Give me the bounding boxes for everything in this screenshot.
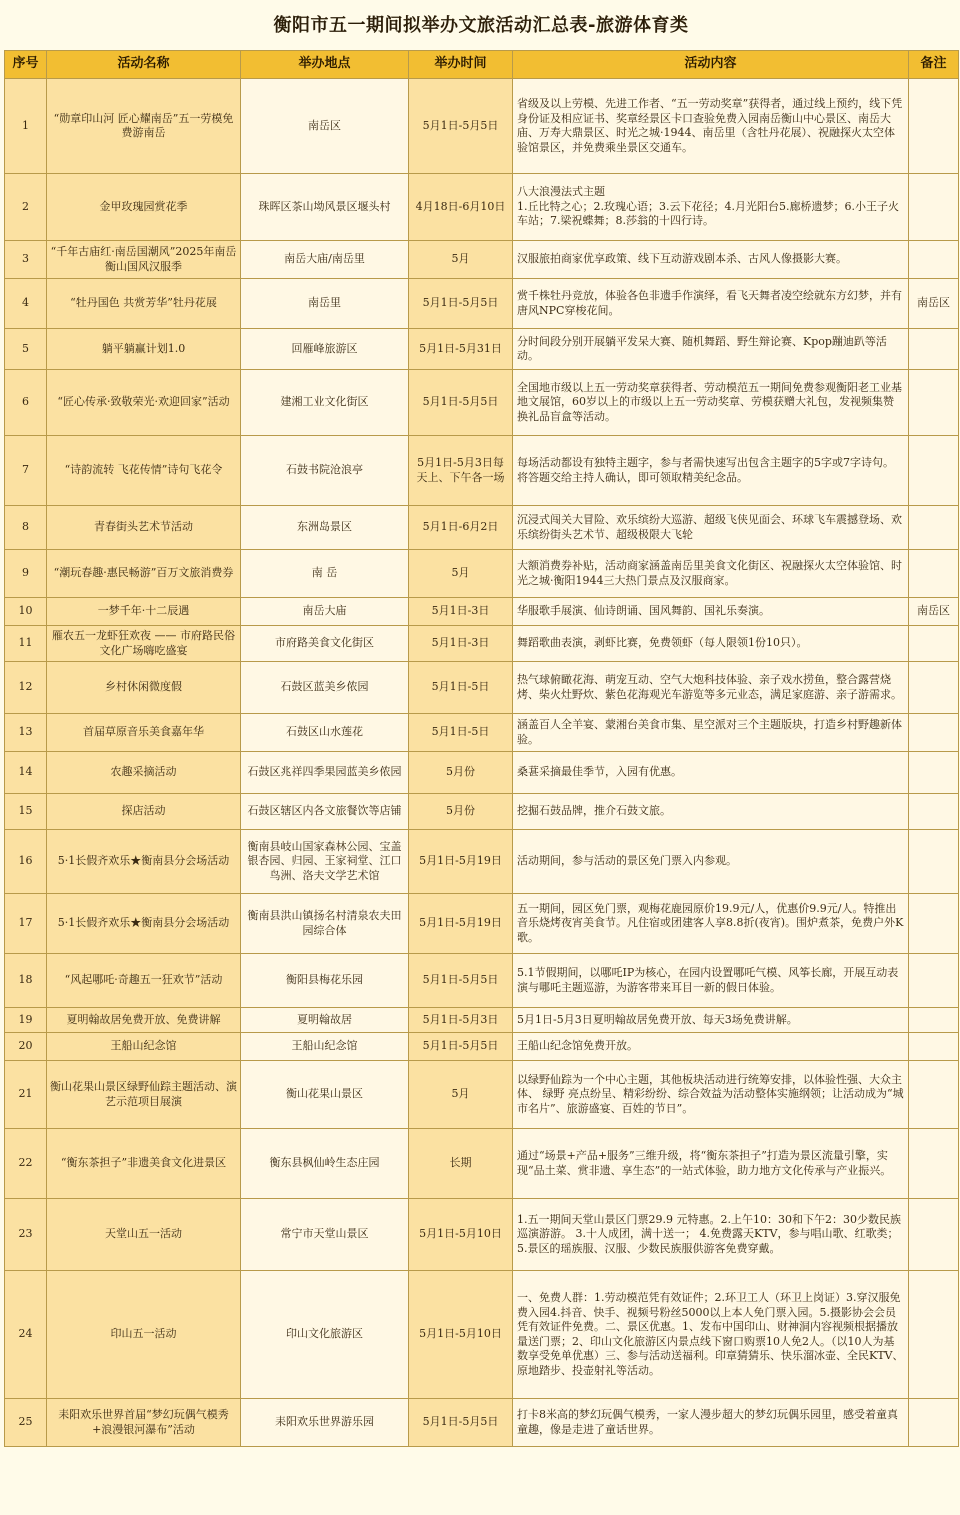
cell-place: 建湘工业文化街区 bbox=[241, 370, 409, 436]
cell-name: 首届草原音乐美食嘉年华 bbox=[47, 714, 241, 752]
table-row bbox=[5, 752, 959, 794]
cell-place: 石鼓书院沧浪亭 bbox=[241, 436, 409, 506]
cell-time: 5月1日-5日 bbox=[409, 714, 513, 752]
cell-desc: 5.1节假期间，以哪吒IP为核心，在园内设置哪吒气模、风筝长廊，开展互动表演与哪吒主题巡游，为游客带来耳目一新的假日体验。 bbox=[513, 954, 909, 1008]
cell-place: 回雁峰旅游区 bbox=[241, 329, 409, 370]
cell-note bbox=[909, 329, 959, 370]
table-row bbox=[5, 714, 959, 752]
cell-note bbox=[909, 1271, 959, 1399]
cell-desc: 每场活动都设有独特主题字，参与者需快速写出包含主题字的5字或7字诗句。将答题交给主持人确认，即可领取精美纪念品。 bbox=[513, 436, 909, 506]
cell-place: 印山文化旅游区 bbox=[241, 1271, 409, 1399]
cell-time: 5月1日-5月5日 bbox=[409, 79, 513, 174]
cell-note bbox=[909, 662, 959, 714]
table-row bbox=[5, 370, 959, 436]
cell-place: 南岳区 bbox=[241, 79, 409, 174]
cell-place: 衡南县洪山镇扬名村清泉农夫田园综合体 bbox=[241, 894, 409, 954]
cell-note bbox=[909, 1129, 959, 1199]
cell-time: 5月1日-5月31日 bbox=[409, 329, 513, 370]
cell-name: 夏明翰故居免费开放、免费讲解 bbox=[47, 1008, 241, 1033]
cell-desc: 省级及以上劳模、先进工作者、“五一劳动奖章”获得者，通过线上预约，线下凭身份证及相应证书、奖章经景区卡口查验免费入园南岳衡山中心景区、南岳大庙、万寿大鼎景区、时光之城·1944、南岳里（含牡丹花展）、祝融探火太空体验馆景区，并免费乘坐景区交通车。 bbox=[513, 79, 909, 174]
cell-note bbox=[909, 79, 959, 174]
cell-seq: 4 bbox=[5, 279, 47, 329]
cell-seq: 7 bbox=[5, 436, 47, 506]
cell-seq: 6 bbox=[5, 370, 47, 436]
cell-note bbox=[909, 506, 959, 550]
table-row bbox=[5, 1271, 959, 1399]
cell-name: 5·1长假齐欢乐★衡南县分会场活动 bbox=[47, 894, 241, 954]
cell-desc: 大额消费券补贴，活动商家涵盖南岳里美食文化街区、祝融探火太空体验馆、时光之城·衡阳1944三大热门景点及汉服商家。 bbox=[513, 550, 909, 598]
cell-note: 南岳区 bbox=[909, 598, 959, 626]
header-time: 举办时间 bbox=[409, 51, 513, 79]
cell-seq: 13 bbox=[5, 714, 47, 752]
cell-place: 石鼓区蓝美乡侬园 bbox=[241, 662, 409, 714]
cell-place: 衡阳县梅花乐园 bbox=[241, 954, 409, 1008]
cell-desc: 活动期间，参与活动的景区免门票入内参观。 bbox=[513, 830, 909, 894]
cell-note bbox=[909, 1008, 959, 1033]
cell-seq: 16 bbox=[5, 830, 47, 894]
cell-seq: 9 bbox=[5, 550, 47, 598]
cell-note: 南岳区 bbox=[909, 279, 959, 329]
cell-seq: 2 bbox=[5, 174, 47, 241]
cell-time: 5月1日-6月2日 bbox=[409, 506, 513, 550]
cell-place: 石鼓区兆祥四季果园蓝美乡侬园 bbox=[241, 752, 409, 794]
cell-name: 探店活动 bbox=[47, 794, 241, 830]
cell-seq: 14 bbox=[5, 752, 47, 794]
cell-name: “匠心传承·致敬荣光·欢迎回家”活动 bbox=[47, 370, 241, 436]
table-header-row bbox=[5, 51, 959, 79]
cell-place: 南 岳 bbox=[241, 550, 409, 598]
header-note: 备注 bbox=[909, 51, 959, 79]
cell-name: “诗韵流转 飞花传情”诗句飞花令 bbox=[47, 436, 241, 506]
cell-name: “潮玩春趣·惠民畅游”百万文旅消费券 bbox=[47, 550, 241, 598]
cell-note bbox=[909, 752, 959, 794]
table-row bbox=[5, 662, 959, 714]
cell-place: 耒阳欢乐世界游乐园 bbox=[241, 1399, 409, 1447]
cell-desc: 华服歌手展演、仙诗朗诵、国风舞韵、国礼乐奏演。 bbox=[513, 598, 909, 626]
table-row bbox=[5, 1129, 959, 1199]
table-row bbox=[5, 550, 959, 598]
cell-name: “牡丹国色 共赏芳华”牡丹花展 bbox=[47, 279, 241, 329]
cell-desc: 挖掘石鼓品牌，推介石鼓文旅。 bbox=[513, 794, 909, 830]
header-desc: 活动内容 bbox=[513, 51, 909, 79]
cell-place: 夏明翰故居 bbox=[241, 1008, 409, 1033]
cell-name: 耒阳欢乐世界首届“梦幻玩偶气模秀+浪漫银河瀑布”活动 bbox=[47, 1399, 241, 1447]
cell-name: 躺平躺赢计划1.0 bbox=[47, 329, 241, 370]
cell-name: “衡东茶担子”非遗美食文化进景区 bbox=[47, 1129, 241, 1199]
cell-seq: 21 bbox=[5, 1061, 47, 1129]
cell-time: 5月 bbox=[409, 241, 513, 279]
cell-desc: 舞蹈歌曲表演，剥虾比赛，免费领虾（每人限领1份10只）。 bbox=[513, 626, 909, 662]
cell-desc: 汉服旅拍商家优享政策、线下互动游戏剧本杀、古风人像摄影大赛。 bbox=[513, 241, 909, 279]
cell-time: 5月1日-5月10日 bbox=[409, 1271, 513, 1399]
cell-note bbox=[909, 174, 959, 241]
table-row bbox=[5, 1399, 959, 1447]
cell-time: 5月1日-3日 bbox=[409, 626, 513, 662]
cell-desc: 全国地市级以上五一劳动奖章获得者、劳动模范五一期间免费参观衡阳老工业基地文展馆，60岁以上的市级以上五一劳动奖章、劳模获赠大礼包，发视频集赞换礼品盲盒等活动。 bbox=[513, 370, 909, 436]
cell-desc: 王船山纪念馆免费开放。 bbox=[513, 1033, 909, 1061]
cell-desc: 涵盖百人全羊宴、蒙湘台美食市集、星空派对三个主题版块，打造乡村野趣新体验。 bbox=[513, 714, 909, 752]
cell-seq: 1 bbox=[5, 79, 47, 174]
table-row bbox=[5, 598, 959, 626]
cell-desc: 分时间段分别开展躺平发呆大赛、随机舞蹈、野生辩论赛、Kpop蹦迪趴等活动。 bbox=[513, 329, 909, 370]
cell-desc: 打卡8米高的梦幻玩偶气模秀，一家人漫步超大的梦幻玩偶乐园里，感受着童真童趣，像是走进了童话世界。 bbox=[513, 1399, 909, 1447]
cell-place: 珠晖区茶山坳风景区堰头村 bbox=[241, 174, 409, 241]
cell-desc: 5月1日-5月3日夏明翰故居免费开放、每天3场免费讲解。 bbox=[513, 1008, 909, 1033]
cell-note bbox=[909, 436, 959, 506]
cell-seq: 22 bbox=[5, 1129, 47, 1199]
cell-place: 南岳大庙/南岳里 bbox=[241, 241, 409, 279]
table-row bbox=[5, 830, 959, 894]
cell-time: 5月1日-5月3日每天上、下午各一场 bbox=[409, 436, 513, 506]
cell-note bbox=[909, 1399, 959, 1447]
table-row bbox=[5, 79, 959, 174]
cell-desc: 1.五一期间天堂山景区门票29.9 元特惠。2.上午10：30和下午2：30少数民族巡演游游。 3.十人成团，满十送一； 4.免费露天KTV，参与唱山歌、红歌类； 5.景区的瑶族服、汉服、少数民族服供游客免费穿戴。 bbox=[513, 1199, 909, 1271]
cell-note bbox=[909, 894, 959, 954]
cell-place: 衡南县岐山国家森林公园、宝盖银杏园、归园、王家祠堂、江口鸟洲、洛夫文学艺术馆 bbox=[241, 830, 409, 894]
table-row bbox=[5, 241, 959, 279]
cell-time: 5月份 bbox=[409, 752, 513, 794]
cell-note bbox=[909, 794, 959, 830]
cell-seq: 15 bbox=[5, 794, 47, 830]
cell-desc: 一、免费人群：1.劳动模范凭有效证件；2.环卫工人（环卫上岗证）3.穿汉服免费入园4.抖音、快手、视频号粉丝5000以上本人免门票入园。5.摄影协会会员凭有效证件免费。二、景区优惠。1、发布中国印山、财神洞内容视频根据播放量送门票；2、印山文化旅游区内景点线下窗口购票10人免2人。（以10人为基数享受免单优惠）三、参与活动送福利。印章猜猜乐、快乐溜冰壶、全民KTV、原地踏步、投壶射礼等活动。 bbox=[513, 1271, 909, 1399]
cell-name: “千年古庙红·南岳国潮风”2025年南岳衡山国风汉服季 bbox=[47, 241, 241, 279]
table-row bbox=[5, 506, 959, 550]
cell-time: 5月1日-5月5日 bbox=[409, 279, 513, 329]
cell-place: 王船山纪念馆 bbox=[241, 1033, 409, 1061]
cell-place: 南岳里 bbox=[241, 279, 409, 329]
table-row bbox=[5, 329, 959, 370]
cell-note bbox=[909, 714, 959, 752]
cell-name: 雁农五一龙虾狂欢夜 —— 市府路民俗文化广场嗨吃盛宴 bbox=[47, 626, 241, 662]
cell-time: 5月1日-5月5日 bbox=[409, 954, 513, 1008]
table-row bbox=[5, 279, 959, 329]
cell-time: 5月1日-5月19日 bbox=[409, 830, 513, 894]
cell-time: 5月1日-5日 bbox=[409, 662, 513, 714]
cell-time: 5月1日-5月5日 bbox=[409, 370, 513, 436]
cell-time: 5月1日-3日 bbox=[409, 598, 513, 626]
activity-table bbox=[4, 50, 959, 1447]
header-seq: 序号 bbox=[5, 51, 47, 79]
cell-time: 5月 bbox=[409, 1061, 513, 1129]
cell-desc: 热气球俯瞰花海、萌宠互动、空气大炮科技体验、亲子戏水捞鱼，整合露营烧烤、柴火灶野炊、紫色花海观光车游览等多元业态，满足家庭游、亲子游需求。 bbox=[513, 662, 909, 714]
cell-seq: 11 bbox=[5, 626, 47, 662]
cell-place: 东洲岛景区 bbox=[241, 506, 409, 550]
cell-desc: 赏千株牡丹竞放，体验各色非遗手作演绎，看飞天舞者凌空绘就东方幻梦，并有唐风NPC穿梭花间。 bbox=[513, 279, 909, 329]
cell-seq: 19 bbox=[5, 1008, 47, 1033]
cell-desc: 五一期间，园区免门票，观梅花鹿园原价19.9元/人，优惠价9.9元/人。特推出音乐烧烤夜宵美食节。凡住宿或团建客人享8.8折(夜宵)。围炉煮茶，免费户外K歌。 bbox=[513, 894, 909, 954]
table-row bbox=[5, 1199, 959, 1271]
cell-name: 一梦千年·十二辰遇 bbox=[47, 598, 241, 626]
cell-place: 南岳大庙 bbox=[241, 598, 409, 626]
header-name: 活动名称 bbox=[47, 51, 241, 79]
table-row bbox=[5, 436, 959, 506]
cell-desc: 八大浪漫法式主题 1.丘比特之心；2.玫瑰心语；3.云下花径；4.月光阳台5.廊桥遗梦；6.小王子火车站；7.梁祝蝶舞；8.莎翁的十四行诗。 bbox=[513, 174, 909, 241]
page-title: 衡阳市五一期间拟举办文旅活动汇总表-旅游体育类 bbox=[273, 15, 689, 36]
cell-place: 常宁市天堂山景区 bbox=[241, 1199, 409, 1271]
cell-time: 长期 bbox=[409, 1129, 513, 1199]
table-row bbox=[5, 1061, 959, 1129]
table-row bbox=[5, 1033, 959, 1061]
table-row bbox=[5, 174, 959, 241]
cell-seq: 20 bbox=[5, 1033, 47, 1061]
cell-time: 5月1日-5月5日 bbox=[409, 1033, 513, 1061]
cell-name: 印山五一活动 bbox=[47, 1271, 241, 1399]
cell-name: 金甲玫瑰园赏花季 bbox=[47, 174, 241, 241]
cell-time: 5月1日-5月10日 bbox=[409, 1199, 513, 1271]
cell-name: “风起哪吒·奇趣五一狂欢节”活动 bbox=[47, 954, 241, 1008]
cell-name: 天堂山五一活动 bbox=[47, 1199, 241, 1271]
cell-name: 王船山纪念馆 bbox=[47, 1033, 241, 1061]
header-place: 举办地点 bbox=[241, 51, 409, 79]
cell-time: 5月 bbox=[409, 550, 513, 598]
cell-desc: 桑葚采摘最佳季节，入园有优惠。 bbox=[513, 752, 909, 794]
cell-seq: 12 bbox=[5, 662, 47, 714]
cell-seq: 23 bbox=[5, 1199, 47, 1271]
cell-desc: 以绿野仙踪为一个中心主题，其他板块活动进行统筹安排，以体验性强、大众主体、 绿野 亮点纷呈、精彩纷纷、综合效益为活动整体实施纲领；让活动成为“城市名片”、旅游盛宴、百姓的节日”。 bbox=[513, 1061, 909, 1129]
cell-name: 5·1长假齐欢乐★衡南县分会场活动 bbox=[47, 830, 241, 894]
cell-note bbox=[909, 241, 959, 279]
cell-seq: 8 bbox=[5, 506, 47, 550]
cell-seq: 10 bbox=[5, 598, 47, 626]
cell-place: 衡东县枫仙岭生态庄园 bbox=[241, 1129, 409, 1199]
cell-time: 4月18日-6月10日 bbox=[409, 174, 513, 241]
table-row bbox=[5, 1008, 959, 1033]
cell-note bbox=[909, 550, 959, 598]
cell-name: 青春街头艺术节活动 bbox=[47, 506, 241, 550]
cell-place: 石鼓区山水莲花 bbox=[241, 714, 409, 752]
cell-note bbox=[909, 1199, 959, 1271]
table-row bbox=[5, 626, 959, 662]
cell-note bbox=[909, 370, 959, 436]
cell-desc: 通过“场景+产品+服务”三维升级，将“衡东茶担子”打造为景区流量引擎，实现“品土菜、赏非遗、享生态”的一站式体验，助力地方文化传承与产业振兴。 bbox=[513, 1129, 909, 1199]
table-row bbox=[5, 794, 959, 830]
cell-name: 农趣采摘活动 bbox=[47, 752, 241, 794]
table-row bbox=[5, 894, 959, 954]
cell-place: 衡山花果山景区 bbox=[241, 1061, 409, 1129]
cell-time: 5月1日-5月19日 bbox=[409, 894, 513, 954]
cell-note bbox=[909, 830, 959, 894]
cell-time: 5月份 bbox=[409, 794, 513, 830]
cell-seq: 5 bbox=[5, 329, 47, 370]
cell-seq: 17 bbox=[5, 894, 47, 954]
cell-seq: 18 bbox=[5, 954, 47, 1008]
cell-place: 市府路美食文化街区 bbox=[241, 626, 409, 662]
cell-note bbox=[909, 626, 959, 662]
cell-seq: 24 bbox=[5, 1271, 47, 1399]
cell-place: 石鼓区辖区内各文旅餐饮等店铺 bbox=[241, 794, 409, 830]
cell-desc: 沉浸式闯关大冒险、欢乐缤纷大巡游、超级飞侠见面会、环球飞车震撼登场、欢乐缤纷街头艺术节、超级极限大飞轮 bbox=[513, 506, 909, 550]
cell-seq: 25 bbox=[5, 1399, 47, 1447]
cell-seq: 3 bbox=[5, 241, 47, 279]
cell-name: 乡村休闲微度假 bbox=[47, 662, 241, 714]
cell-name: “勋章印山河 匠心耀南岳”五一劳模免费游南岳 bbox=[47, 79, 241, 174]
cell-note bbox=[909, 954, 959, 1008]
cell-time: 5月1日-5月3日 bbox=[409, 1008, 513, 1033]
cell-note bbox=[909, 1061, 959, 1129]
cell-time: 5月1日-5月5日 bbox=[409, 1399, 513, 1447]
cell-note bbox=[909, 1033, 959, 1061]
table-row bbox=[5, 954, 959, 1008]
cell-name: 衡山花果山景区绿野仙踪主题活动、演艺示范项目展演 bbox=[47, 1061, 241, 1129]
